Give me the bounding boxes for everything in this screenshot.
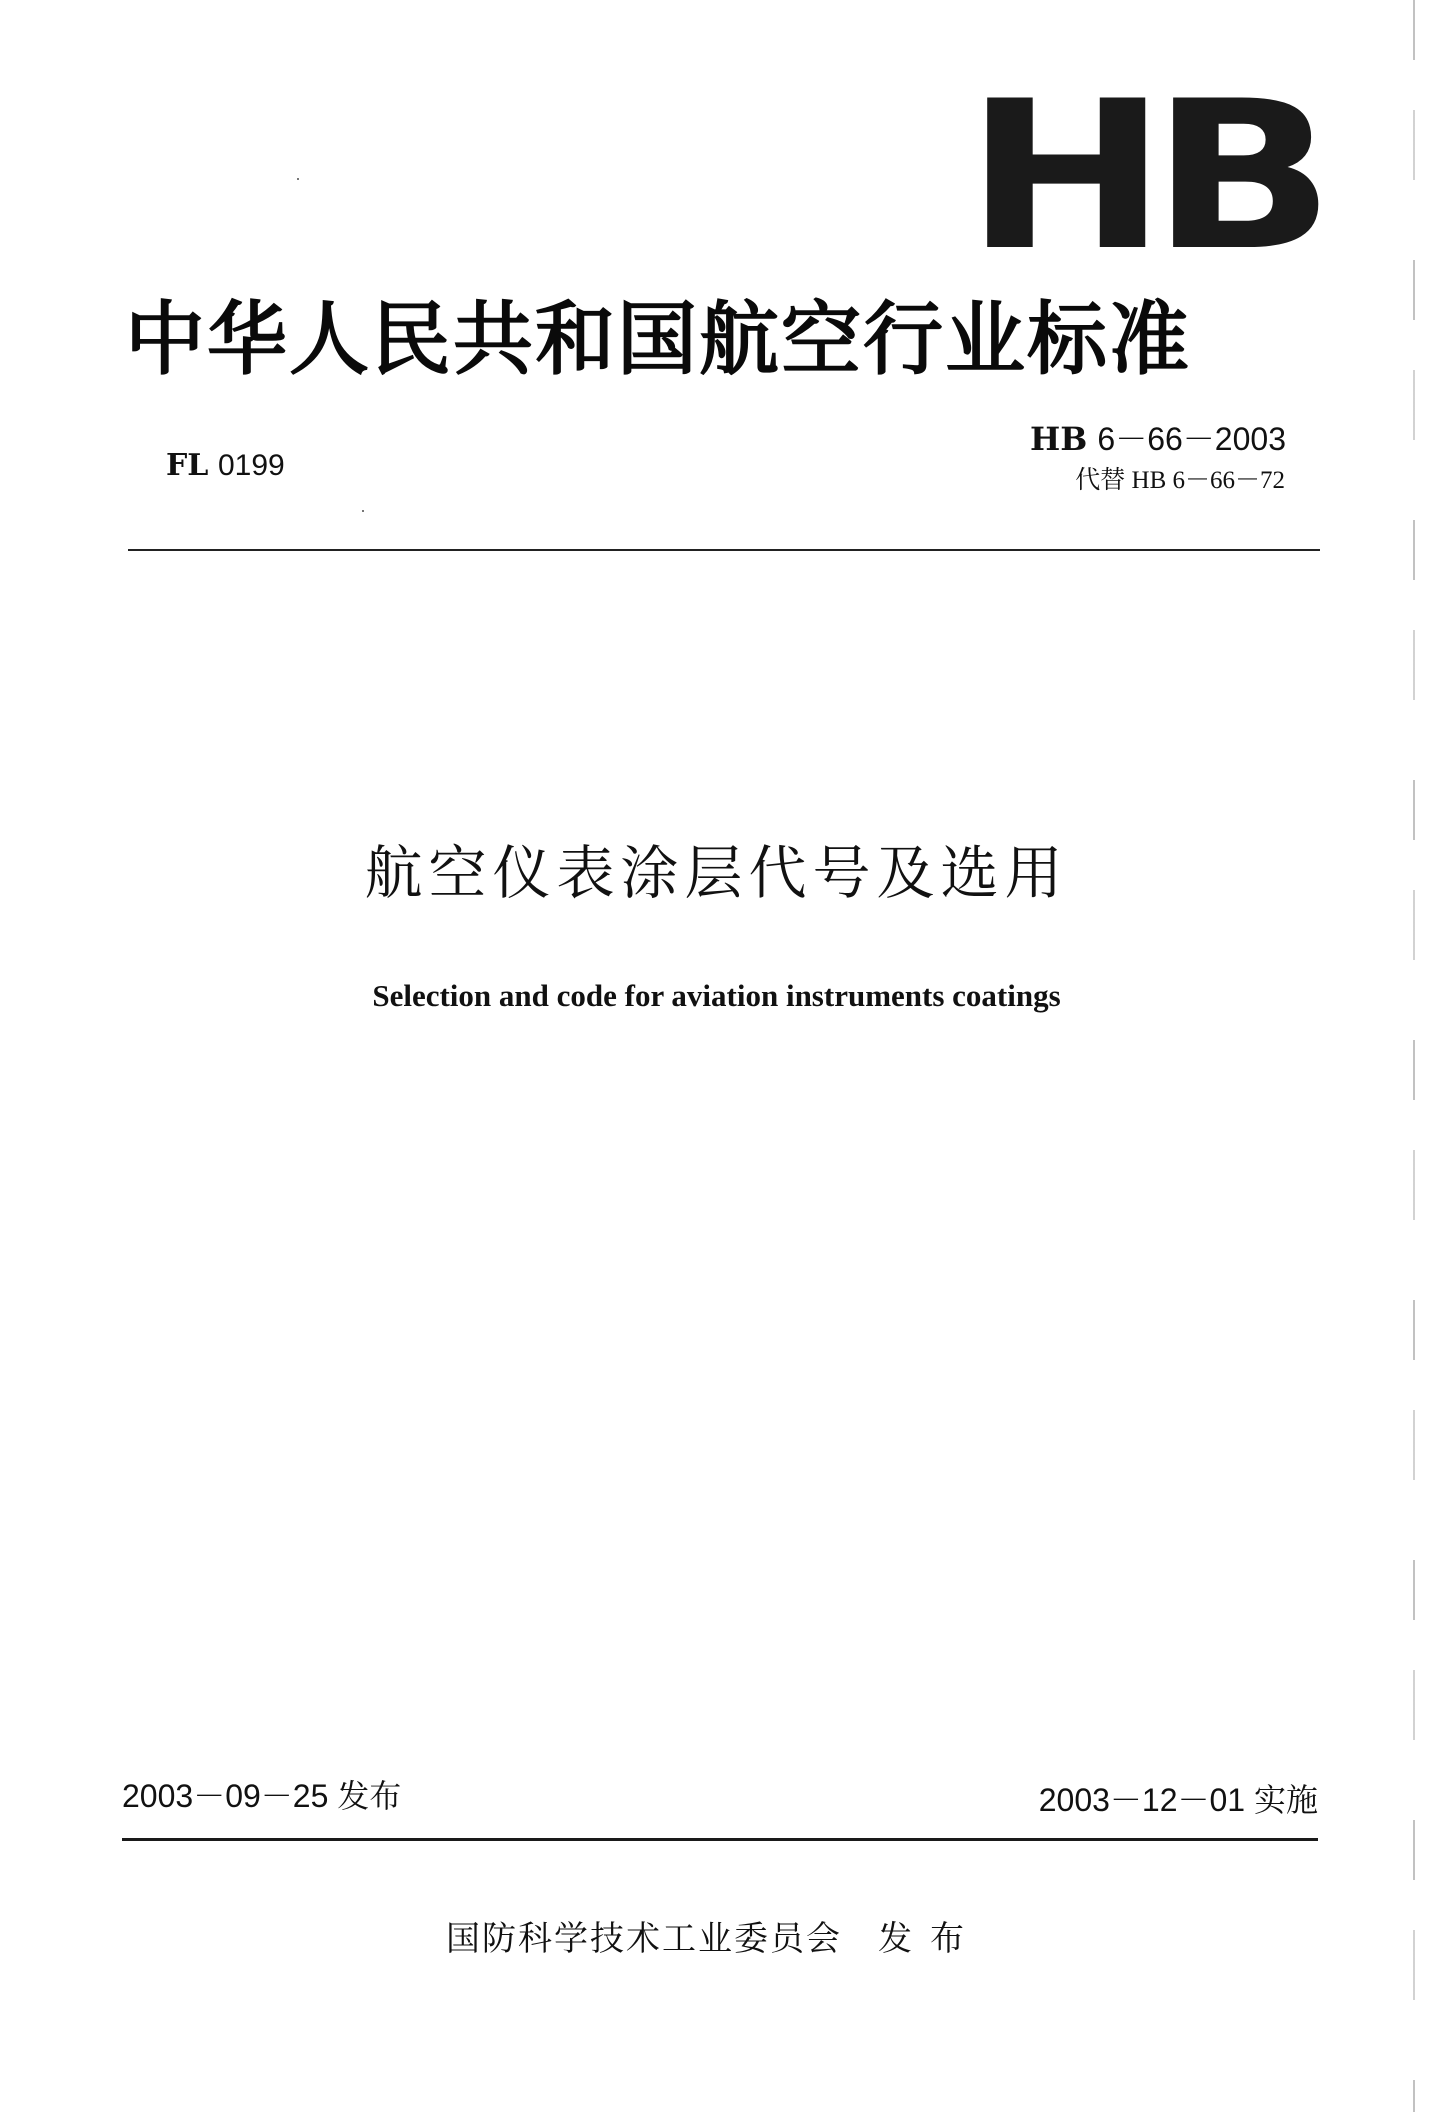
publisher-line [446, 1918, 982, 1960]
scan-speck [362, 510, 364, 512]
industry-standard-title: 中华人民共和国航空行业标准 [125, 293, 1191, 386]
fl-prefix: FL [166, 448, 209, 483]
publisher-name: 国防科学技术工业委员会 [446, 1919, 842, 1959]
publish-word: 发布 [878, 1919, 982, 1959]
scan-edge-artifact [1413, 0, 1415, 2112]
header-divider [128, 549, 1320, 551]
issue-date: 2003－09－25 发布 [122, 1778, 402, 1814]
hb-logo: HB [965, 58, 1319, 296]
document-title-chinese: 航空仪表涂层代号及选用 [364, 839, 1069, 907]
std-number-value: 6－66－2003 [1097, 421, 1286, 457]
scan-speck [297, 178, 299, 180]
document-title-english: Selection and code for aviation instruments coatings [372, 978, 1061, 1013]
standard-number [1030, 420, 1286, 458]
fl-number: 0199 [217, 449, 285, 482]
replaces-standard: 代替 HB 6－66－72 [1075, 467, 1285, 494]
classification-code [166, 448, 285, 484]
effective-date: 2003－12－01 实施 [1038, 1782, 1318, 1818]
std-prefix: HB [1029, 420, 1088, 458]
footer-divider [122, 1838, 1318, 1841]
